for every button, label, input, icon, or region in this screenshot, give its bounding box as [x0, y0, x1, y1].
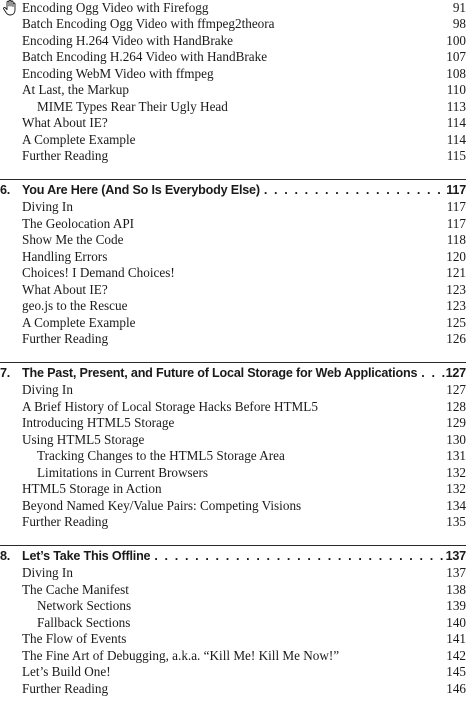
toc-entry[interactable] [37, 99, 466, 115]
chapter-heading[interactable] [0, 548, 466, 564]
dot-leader [260, 182, 446, 198]
toc-entry[interactable] [22, 681, 466, 697]
toc-entry[interactable] [22, 33, 466, 49]
entry-title: Fallback Sections [37, 614, 131, 630]
entry-page-number: 123 [446, 298, 466, 314]
entry-title: geo.js to the Rescue [22, 298, 128, 314]
entry-page-number: 141 [446, 631, 466, 647]
chapter-rule [0, 179, 466, 180]
entry-title: Further Reading [22, 331, 109, 347]
entry-title: The Flow of Events [22, 631, 127, 647]
entry-page-number: 117 [446, 199, 466, 215]
entry-title: A Complete Example [22, 131, 136, 147]
entry-title: What About IE? [22, 281, 108, 297]
entry-title: A Complete Example [22, 314, 136, 330]
entry-title: Encoding Ogg Video with Firefogg [22, 0, 209, 15]
entry-title: At Last, the Markup [22, 82, 129, 98]
toc-entry[interactable] [22, 66, 466, 82]
entry-title: Introducing HTML5 Storage [22, 415, 175, 431]
toc-entry[interactable] [22, 415, 466, 431]
entry-page-number: 91 [452, 0, 466, 15]
entry-page-number: 115 [446, 148, 466, 164]
chapter-title: The Past, Present, and Future of Local Storage for Web Applications [22, 366, 418, 380]
entry-page-number: 138 [446, 581, 466, 597]
toc-entry[interactable] [22, 514, 466, 530]
toc-entry[interactable] [37, 615, 466, 631]
chapter-page-number: 117 [446, 183, 466, 197]
entry-title: Further Reading [22, 680, 109, 696]
entry-title: Limitations in Current Browsers [37, 464, 209, 480]
toc-entry[interactable] [22, 565, 466, 581]
entry-page-number: 129 [446, 415, 466, 431]
entry-title: The Cache Manifest [22, 581, 129, 597]
entry-title: Diving In [22, 382, 73, 398]
entry-title: Handling Errors [22, 248, 108, 264]
entry-title: Choices! I Demand Choices! [22, 265, 175, 281]
toc-entry[interactable] [22, 432, 466, 448]
toc-entry[interactable] [22, 382, 466, 398]
toc-entry[interactable] [37, 598, 466, 614]
entry-page-number: 135 [446, 514, 466, 530]
entry-page-number: 98 [452, 16, 466, 32]
toc-entry[interactable] [22, 265, 466, 281]
chapter-number: 7. [0, 366, 11, 380]
chapter-title: Let’s Take This Offline [22, 549, 151, 563]
toc-entry[interactable] [22, 199, 466, 215]
entry-title: Beyond Named Key/Value Pairs: Competing Visions [22, 497, 302, 513]
entry-page-number: 125 [446, 314, 466, 330]
toc-entry[interactable] [37, 465, 466, 481]
entry-page-number: 142 [446, 647, 466, 663]
entry-page-number: 117 [446, 215, 466, 231]
chapter-heading[interactable] [0, 365, 466, 381]
toc-entry[interactable] [22, 648, 466, 664]
toc-entry[interactable] [22, 315, 466, 331]
toc-entry[interactable] [22, 399, 466, 415]
entry-page-number: 123 [446, 281, 466, 297]
toc-entry[interactable] [22, 582, 466, 598]
entry-page-number: 108 [446, 65, 466, 81]
toc-entry[interactable] [22, 498, 466, 514]
entry-title: What About IE? [22, 115, 108, 131]
entry-title: Show Me the Code [22, 232, 124, 248]
dot-leader [417, 365, 445, 381]
entry-page-number: 118 [446, 232, 466, 248]
entry-page-number: 139 [446, 598, 466, 614]
toc-entry[interactable] [22, 82, 466, 98]
toc-entry[interactable] [22, 331, 466, 347]
toc-entry[interactable] [22, 481, 466, 497]
entry-page-number: 113 [446, 98, 466, 114]
entry-page-number: 126 [446, 331, 466, 347]
toc-entry[interactable] [22, 115, 466, 131]
entry-title: Batch Encoding H.264 Video with HandBrake [22, 49, 268, 65]
entry-title: Further Reading [22, 148, 109, 164]
entry-title: MIME Types Rear Their Ugly Head [37, 98, 228, 114]
entry-page-number: 137 [446, 565, 466, 581]
chapter-page-number: 127 [445, 366, 466, 380]
entry-page-number: 145 [446, 664, 466, 680]
toc-entry[interactable] [22, 0, 466, 16]
entry-page-number: 132 [446, 464, 466, 480]
toc-entry[interactable] [22, 148, 466, 164]
chapter-number: 6. [0, 183, 11, 197]
chapter-rule [0, 362, 466, 363]
entry-page-number: 131 [446, 448, 466, 464]
toc-entry[interactable] [22, 631, 466, 647]
entry-title: A Brief History of Local Storage Hacks Before HTML5 [22, 398, 318, 414]
chapter-rule [0, 545, 466, 546]
entry-page-number: 114 [446, 115, 466, 131]
chapter-page-number: 137 [445, 549, 466, 563]
toc-entry[interactable] [22, 282, 466, 298]
entry-title: Batch Encoding Ogg Video with ffmpeg2theora [22, 16, 275, 32]
toc-entry[interactable] [22, 216, 466, 232]
entry-page-number: 128 [446, 398, 466, 414]
entry-page-number: 127 [446, 382, 466, 398]
chapter-title: You Are Here (And So Is Everybody Else) [22, 183, 260, 197]
toc-entry[interactable] [22, 664, 466, 680]
entry-page-number: 134 [446, 497, 466, 513]
entry-title: Encoding WebM Video with ffmpeg [22, 65, 214, 81]
entry-title: Network Sections [37, 598, 132, 614]
entry-title: The Fine Art of Debugging, a.k.a. “Kill Me! Kill Me Now!” [22, 647, 340, 663]
hand-pointer-icon [2, 0, 18, 16]
entry-page-number: 110 [446, 82, 466, 98]
entry-title: The Geolocation API [22, 215, 135, 231]
entry-title: Let’s Build One! [22, 664, 111, 680]
chapter-number: 8. [0, 549, 11, 563]
entry-page-number: 121 [446, 265, 466, 281]
entry-title: Encoding H.264 Video with HandBrake [22, 32, 234, 48]
entry-title: Using HTML5 Storage [22, 431, 145, 447]
entry-page-number: 100 [446, 32, 466, 48]
entry-title: Further Reading [22, 514, 109, 530]
toc-entry[interactable] [22, 249, 466, 265]
entry-page-number: 114 [446, 131, 466, 147]
toc-entry[interactable] [37, 448, 466, 464]
dot-leader [150, 548, 445, 564]
toc-entry[interactable] [22, 232, 466, 248]
toc-entry[interactable] [22, 298, 466, 314]
entry-page-number: 140 [446, 614, 466, 630]
entry-page-number: 130 [446, 431, 466, 447]
entry-page-number: 120 [446, 248, 466, 264]
entry-page-number: 107 [446, 49, 466, 65]
toc-entry[interactable] [22, 49, 466, 65]
entry-title: Tracking Changes to the HTML5 Storage Area [37, 448, 285, 464]
toc-entry[interactable] [22, 16, 466, 32]
entry-title: Diving In [22, 199, 73, 215]
entry-title: Diving In [22, 565, 73, 581]
entry-page-number: 132 [446, 481, 466, 497]
toc-entry[interactable] [22, 132, 466, 148]
entry-page-number: 146 [446, 680, 466, 696]
entry-title: HTML5 Storage in Action [22, 481, 162, 497]
chapter-heading[interactable] [0, 182, 466, 198]
